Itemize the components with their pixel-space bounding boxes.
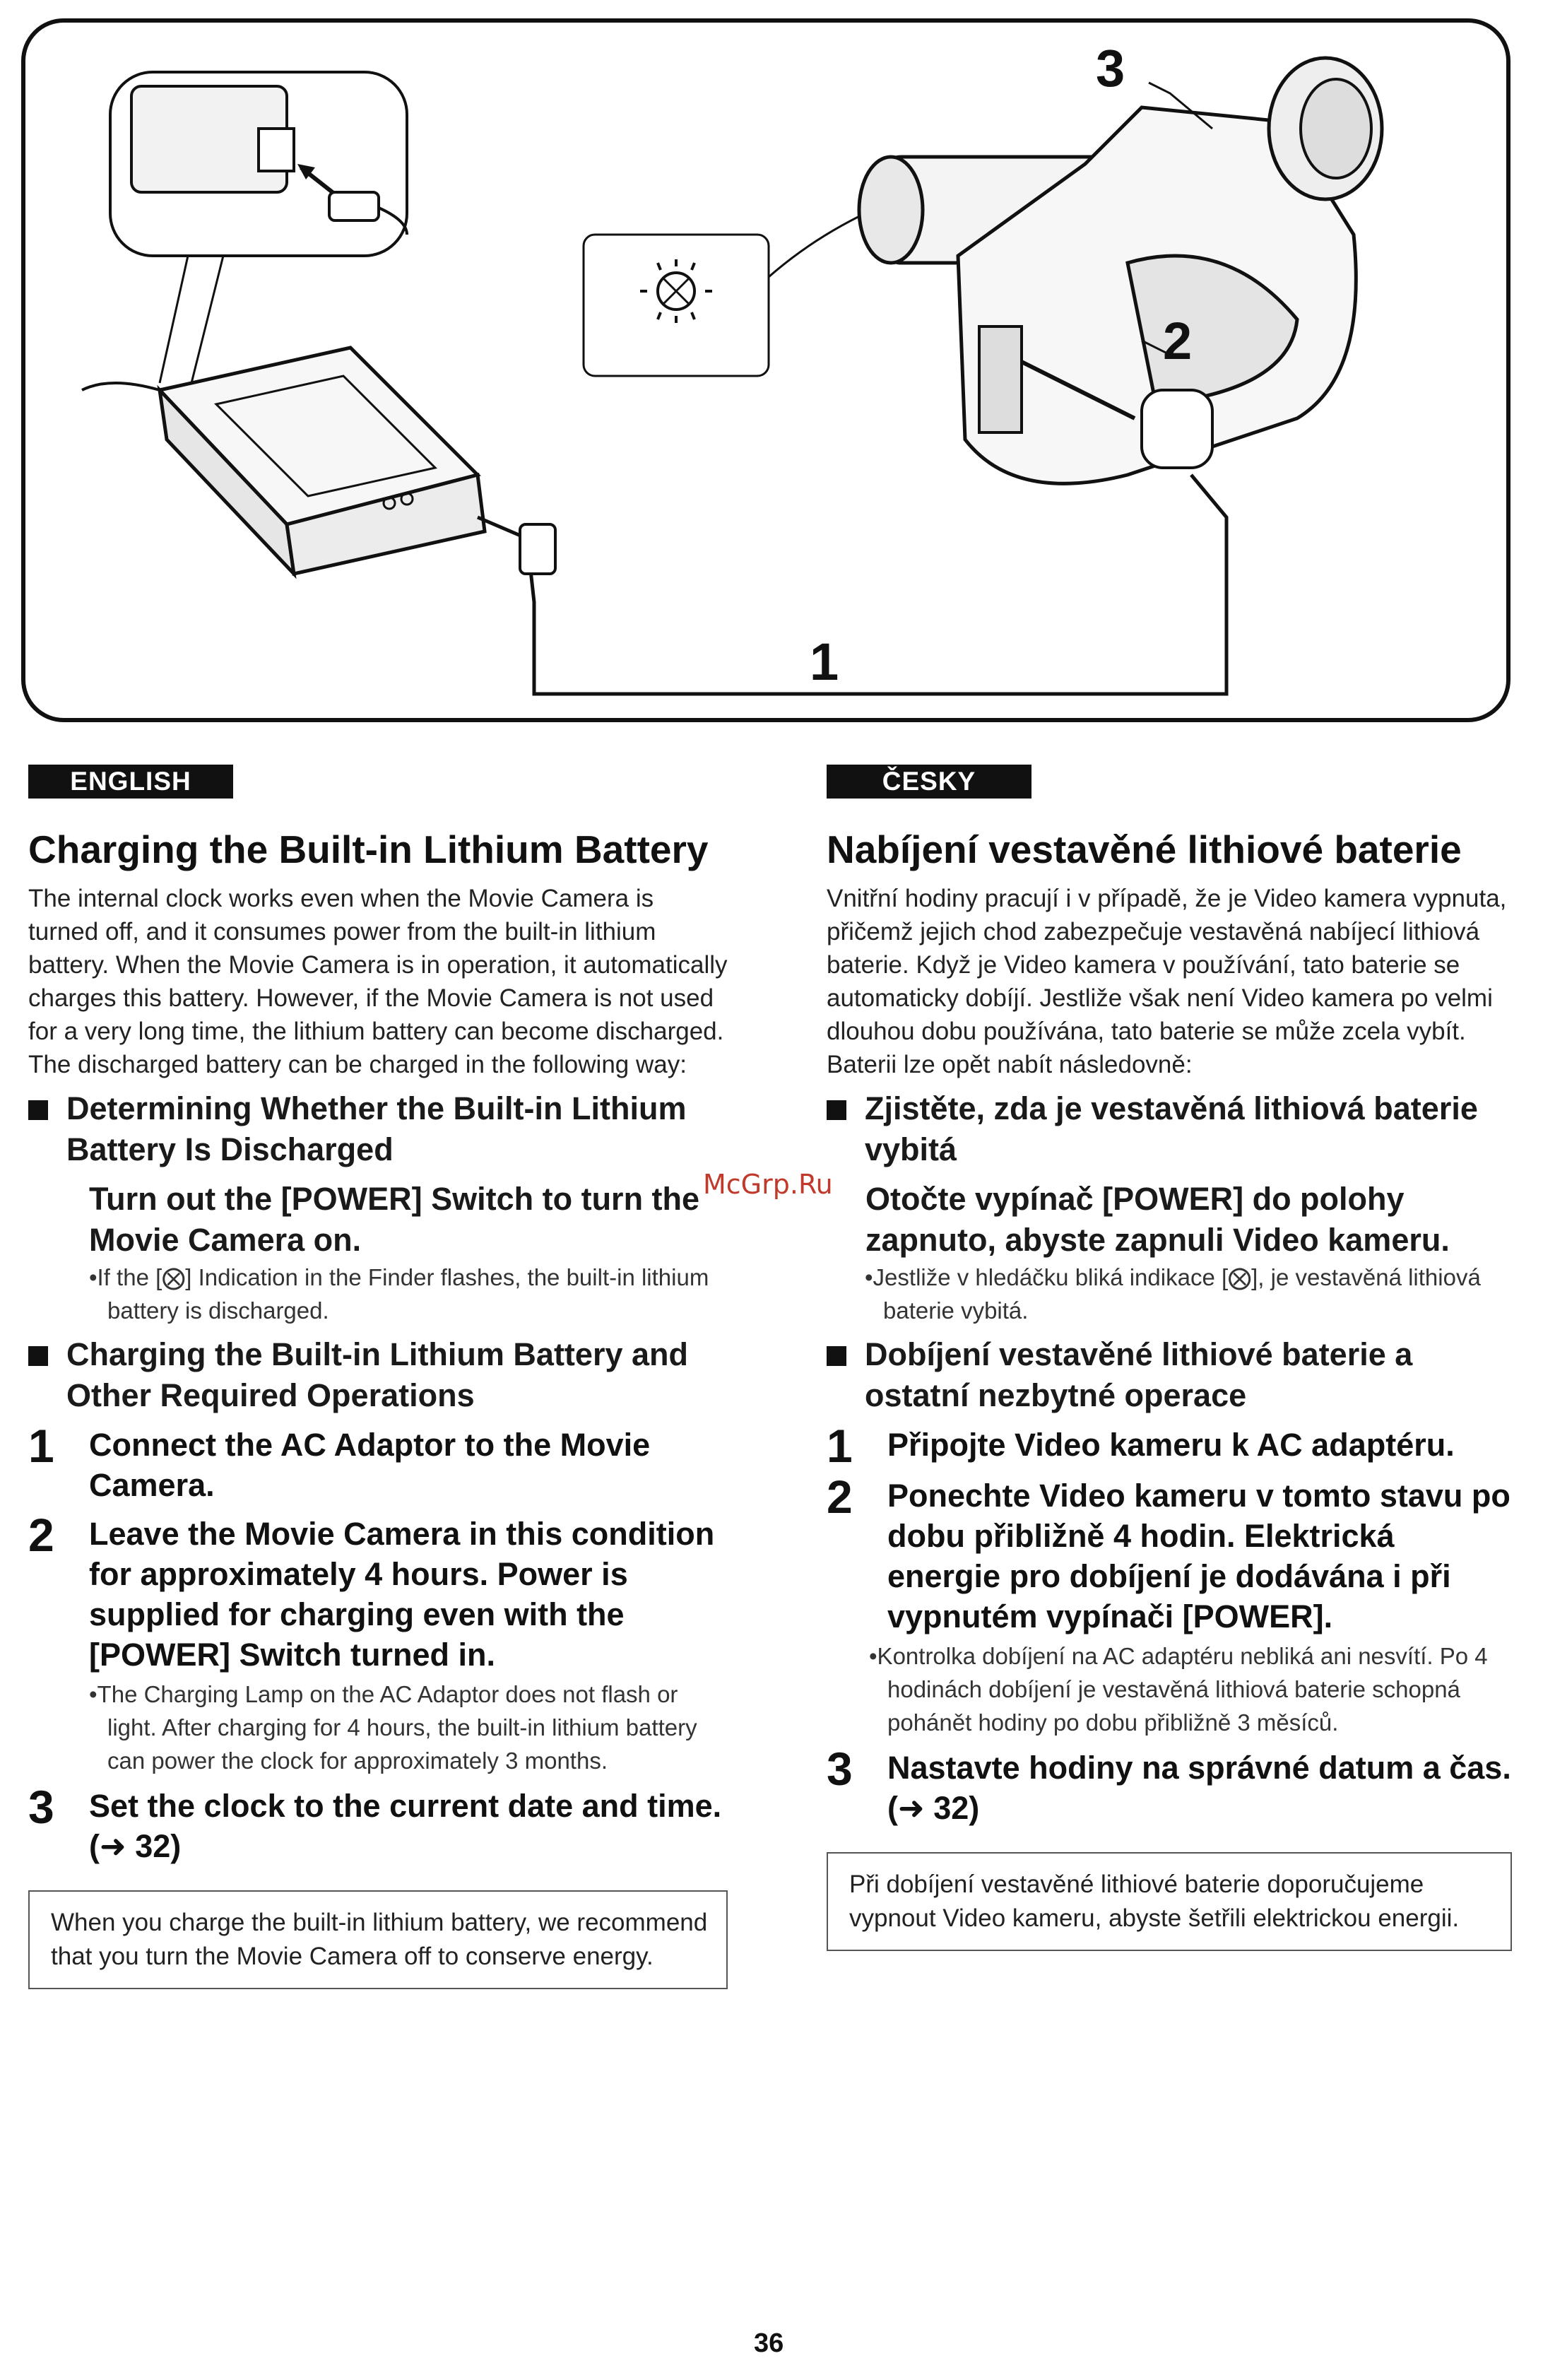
step-1	[827, 1420, 1512, 1472]
callout-3: 3	[1096, 39, 1125, 98]
step-text: Nastavte hodiny na správné datum a čas. (➜ 32)	[887, 1750, 1511, 1826]
section-title: Charging the Built-in Lithium Battery	[28, 827, 709, 871]
subsection-heading	[28, 1088, 728, 1170]
callout-1: 1	[810, 632, 839, 691]
viewfinder-icon	[859, 157, 923, 263]
step-number: 3	[827, 1743, 853, 1795]
square-bullet-icon	[28, 1100, 48, 1120]
step-number: 3	[28, 1781, 54, 1833]
dc-plug-icon	[1142, 390, 1212, 468]
tip-box: Při dobíjení vestavěné lithiové baterie doporučujeme vypnout Video kameru, abyste šetřili elektrickou energii.	[827, 1852, 1512, 1951]
video-camera-icon	[859, 58, 1382, 483]
note: •Jestliže v hledáčku bliká indikace [⨂], je vestavěná lithiová baterie vybitá.	[865, 1264, 1481, 1324]
subsection-title: Dobíjení vestavěné lithiové baterie a ostatní nezbytné operace	[865, 1336, 1413, 1413]
step-number: 2	[28, 1509, 54, 1561]
language-tag-english: ENGLISH	[28, 765, 233, 799]
step-note: •Kontrolka dobíjení na AC adaptéru nebliká ani nesvítí. Po 4 hodinách dobíjení je vestavěná lithiová baterie schopná pohánět hodiny po dobu přibližně 3 měsíců.	[869, 1643, 1488, 1736]
english-column	[28, 765, 728, 1989]
step-3	[28, 1781, 728, 1866]
illustration-frame	[21, 18, 1511, 722]
instruction: Turn out the [POWER] Switch to turn the Movie Camera on.	[89, 1181, 700, 1258]
square-bullet-icon	[827, 1100, 846, 1120]
step-note: •The Charging Lamp on the AC Adaptor does not flash or light. After charging for 4 hours, the built-in lithium battery can power the clock for approximately 3 months.	[89, 1681, 697, 1774]
instruction: Otočte vypínač [POWER] do polohy zapnuto, abyste zapnuli Video kameru.	[865, 1181, 1450, 1258]
tip-box: When you charge the built-in lithium battery, we recommend that you turn the Movie Camera off to conserve energy.	[28, 1890, 728, 1989]
callout-2: 2	[1163, 312, 1193, 370]
step-number: 1	[28, 1420, 54, 1472]
step-1	[28, 1420, 728, 1505]
dc-cable-icon	[478, 475, 1226, 694]
step-3	[827, 1743, 1512, 1828]
intro-paragraph: The internal clock works even when the Movie Camera is turned off, and it consumes power from the built-in lithium battery. When the Movie Camera is in operation, it automatically charges this battery. However, if the Movie Camera is not used for a very long time, the lithium battery can become discharged. The discharged battery can be charged in the following way:	[28, 885, 728, 1078]
step-text: Set the clock to the current date and time. (➜ 32)	[89, 1788, 722, 1864]
step-text: Ponechte Video kameru v tomto stavu po dobu přibližně 4 hodin. Elektrická energie pro dobíjení je dodávána i při vypnutém vypínači [POWER].	[887, 1478, 1511, 1634]
czech-column	[827, 765, 1512, 1951]
subsection-title: Determining Whether the Built-in Lithium Battery Is Discharged	[66, 1090, 687, 1167]
camera-charging-illustration	[25, 23, 1511, 722]
finder-indicator-inset	[584, 235, 769, 376]
step-text: Connect the AC Adaptor to the Movie Camera.	[89, 1427, 651, 1503]
step-number: 1	[827, 1420, 853, 1472]
square-bullet-icon	[28, 1346, 48, 1366]
step-number: 2	[827, 1471, 853, 1523]
watermark: McGrp.Ru	[703, 1169, 833, 1200]
page-number: 36	[754, 2328, 784, 2358]
subsection-title: Zjistěte, zda je vestavěná lithiová baterie vybitá	[865, 1090, 1478, 1167]
square-bullet-icon	[827, 1346, 846, 1366]
subsection-heading	[827, 1088, 1512, 1170]
intro-paragraph: Vnitřní hodiny pracují i v případě, že je Video kamera vypnuta, přičemž jejich chod zabezpečuje vestavěná nabíjecí lithiová baterie. Když je Video kamera v používání, tato baterie se automaticky dobíjí. Jestliže však není Video kamera po velmi dlouhou dobu používána, tato baterie se může zcela vybít. Baterii lze opět nabít následovně:	[827, 885, 1507, 1078]
step-2	[827, 1471, 1512, 1637]
subsection-heading	[28, 1334, 728, 1416]
language-tag-czech: ČESKY	[827, 765, 1031, 799]
note: •If the [⨂] Indication in the Finder flashes, the built-in lithium battery is discharged.	[89, 1264, 709, 1324]
section-title: Nabíjení vestavěné lithiové baterie	[827, 827, 1462, 871]
step-text: Připojte Video kameru k AC adaptéru.	[887, 1427, 1455, 1463]
power-plug-icon	[329, 192, 379, 220]
subsection-title: Charging the Built-in Lithium Battery and Other Required Operations	[66, 1336, 688, 1413]
subsection-heading	[827, 1334, 1512, 1416]
step-text: Leave the Movie Camera in this condition for approximately 4 hours. Power is supplied for charging even with the [POWER] Switch turned in.	[89, 1516, 715, 1673]
step-2	[28, 1509, 728, 1675]
